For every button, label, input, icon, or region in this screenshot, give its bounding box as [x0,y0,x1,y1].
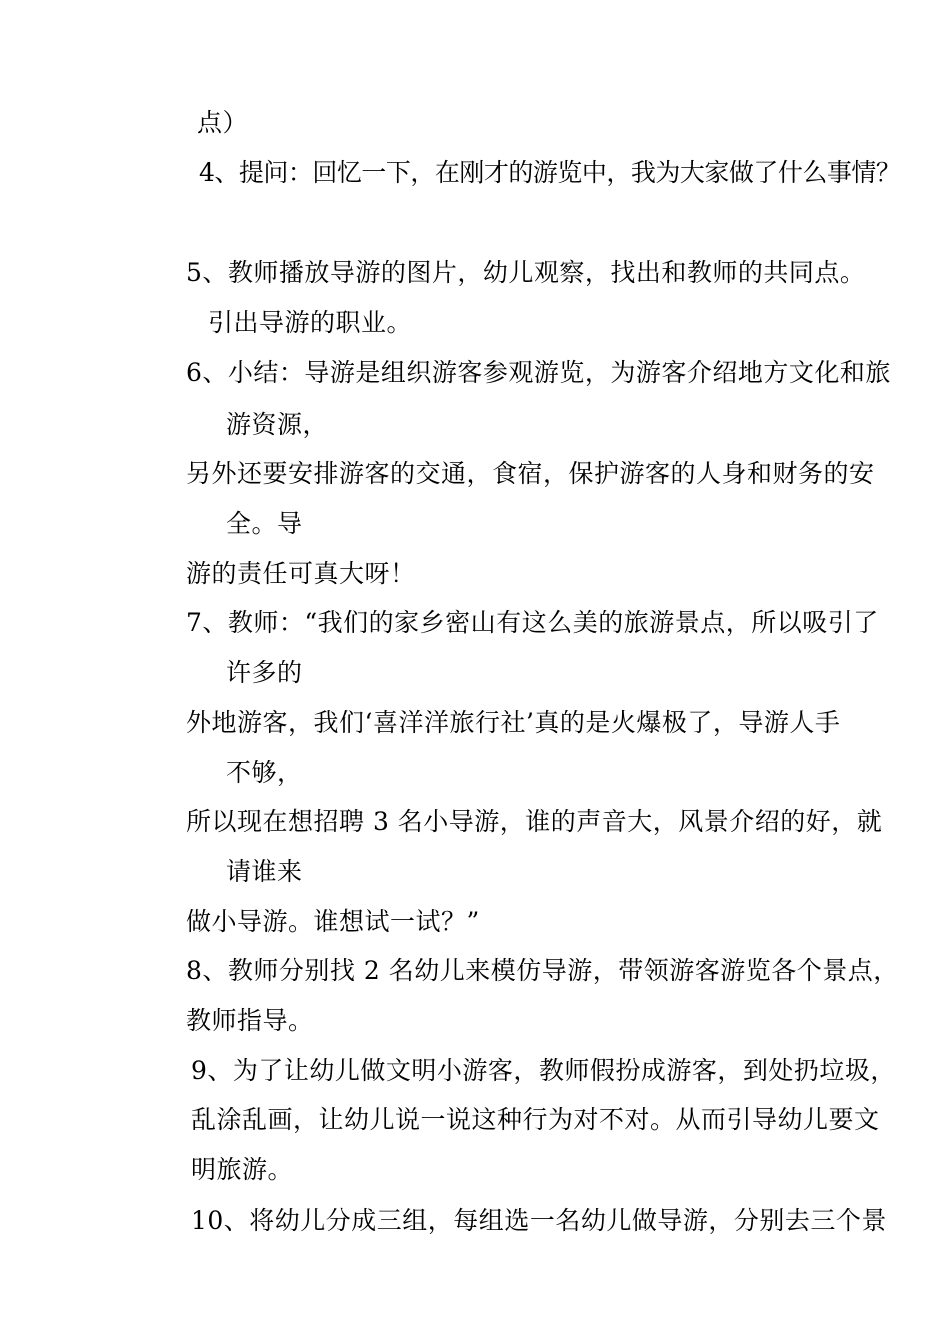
text-line: 4、提问：回忆一下，在刚才的游览中，我为大家做了什么事情？ [199,158,901,187]
text-line: 做小导游。谁想试一试？” [186,907,480,936]
text-line: 点） [197,108,249,137]
text-line: 游资源， [226,410,329,439]
text-line: 5、教师播放导游的图片，幼儿观察，找出和教师的共同点。 [186,258,866,287]
text-line: 明旅游。 [191,1155,294,1184]
text-line: 8、教师分别找 2 名幼儿来模仿导游，带领游客游览各个景点， [186,956,899,985]
text-line: 教师指导。 [186,1006,314,1035]
text-line: 另外还要安排游客的交通，食宿，保护游客的人身和财务的安 [186,459,875,488]
text-line: 6、小结：导游是组织游客参观游览，为游客介绍地方文化和旅 [186,358,891,387]
text-line: 外地游客，我们‘喜洋洋旅行社’真的是火爆极了，导游人手 [186,708,841,737]
text-line: 9、为了让幼儿做文明小游客，教师假扮成游客，到处扔垃圾， [191,1056,896,1085]
text-line: 不够， [226,758,303,787]
text-line: 请谁来 [226,857,303,886]
text-line: 游的责任可真大呀！ [186,559,416,588]
text-line: 引出导游的职业。 [208,308,413,337]
text-line: 全。导 [226,509,303,538]
text-line: 所以现在想招聘 3 名小导游，谁的声音大，风景介绍的好，就 [186,807,883,836]
text-line: 许多的 [226,658,303,687]
text-line: 7、教师：“我们的家乡密山有这么美的旅游景点，所以吸引了 [186,608,879,637]
text-line: 乱涂乱画，让幼儿说一说这种行为对不对。从而引导幼儿要文 [191,1105,880,1134]
text-line: 10、将幼儿分成三组，每组选一名幼儿做导游，分别去三个景 [191,1206,887,1235]
